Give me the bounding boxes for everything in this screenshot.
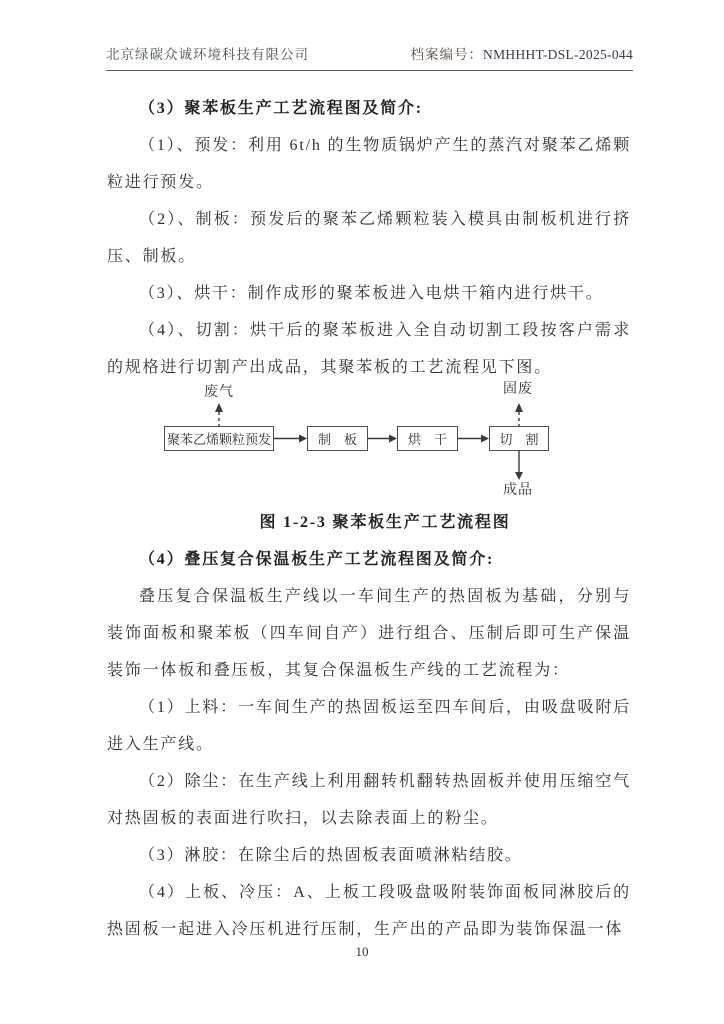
flowchart-node-cutting: 切 割 bbox=[489, 426, 549, 451]
paragraph: （2）除尘：在生产线上利用翻转机翻转热固板并使用压缩空气对热固板的表面进行吹扫，以去除表面上的粉尘。 bbox=[107, 773, 631, 827]
page-header bbox=[106, 47, 633, 71]
paragraph: （1）、预发：利用 6t/h 的生物质锅炉产生的蒸汽对聚苯乙烯颗粒进行预发。 bbox=[107, 137, 631, 191]
paragraph: （1）上料：一车间生产的热固板运至四车间后，由吸盘吸附后进入生产线。 bbox=[107, 699, 631, 753]
waste-gas-label: 废气 bbox=[204, 385, 234, 400]
archive-number-field bbox=[411, 47, 633, 62]
paragraph: 叠压复合保温板生产线以一车间生产的热固板为基础，分别与装饰面板和聚苯板（四车间自产）进行组合、压制后即可生产保温装饰一体板和叠压板，其复合保温板生产线的工艺流程为： bbox=[107, 588, 631, 679]
section4-heading: （4）叠压复合保温板生产工艺流程图及简介: bbox=[139, 551, 495, 568]
paragraph: （3）、烘干：制作成形的聚苯板进入电烘干箱内进行烘干。 bbox=[139, 285, 604, 302]
archive-label: 档案编号： bbox=[410, 47, 484, 62]
paragraph: （4）上板、冷压：A、上板工段吸盘吸附装饰面板同淋胶后的热固板一起进入冷压机进行压制，生产出的产品即为装饰保温一体 bbox=[107, 884, 631, 938]
figure-caption: 图 1-2-3 聚苯板生产工艺流程图 bbox=[259, 514, 511, 531]
paragraph: （4）、切割：烘干后的聚苯板进入全自动切割工段按客户需求的规格进行切割产出成品，其聚苯板的工艺流程见下图。 bbox=[107, 322, 631, 376]
section3-heading: （3）聚苯板生产工艺流程图及简介: bbox=[139, 100, 423, 117]
paragraph: （3）淋胶：在除尘后的热固板表面喷淋粘结胶。 bbox=[139, 847, 523, 864]
document-body bbox=[107, 90, 631, 948]
paragraph: （2）、制板：预发后的聚苯乙烯颗粒装入模具由制板机进行挤压、制板。 bbox=[107, 211, 631, 265]
archive-number: NMHHHT-DSL-2025-044 bbox=[483, 47, 633, 62]
page-number: 10 bbox=[355, 944, 369, 959]
flowchart-node-board-making: 制 板 bbox=[307, 426, 368, 451]
process-flowchart bbox=[107, 382, 631, 504]
flowchart-node-drying: 烘 干 bbox=[397, 426, 458, 451]
solid-waste-label: 固废 bbox=[503, 382, 533, 397]
flowchart-node-pre-expansion: 聚苯乙烯颗粒预发 bbox=[164, 426, 274, 451]
company-name: 北京绿碳众诚环境科技有限公司 bbox=[106, 47, 309, 62]
product-label: 成品 bbox=[503, 483, 533, 498]
